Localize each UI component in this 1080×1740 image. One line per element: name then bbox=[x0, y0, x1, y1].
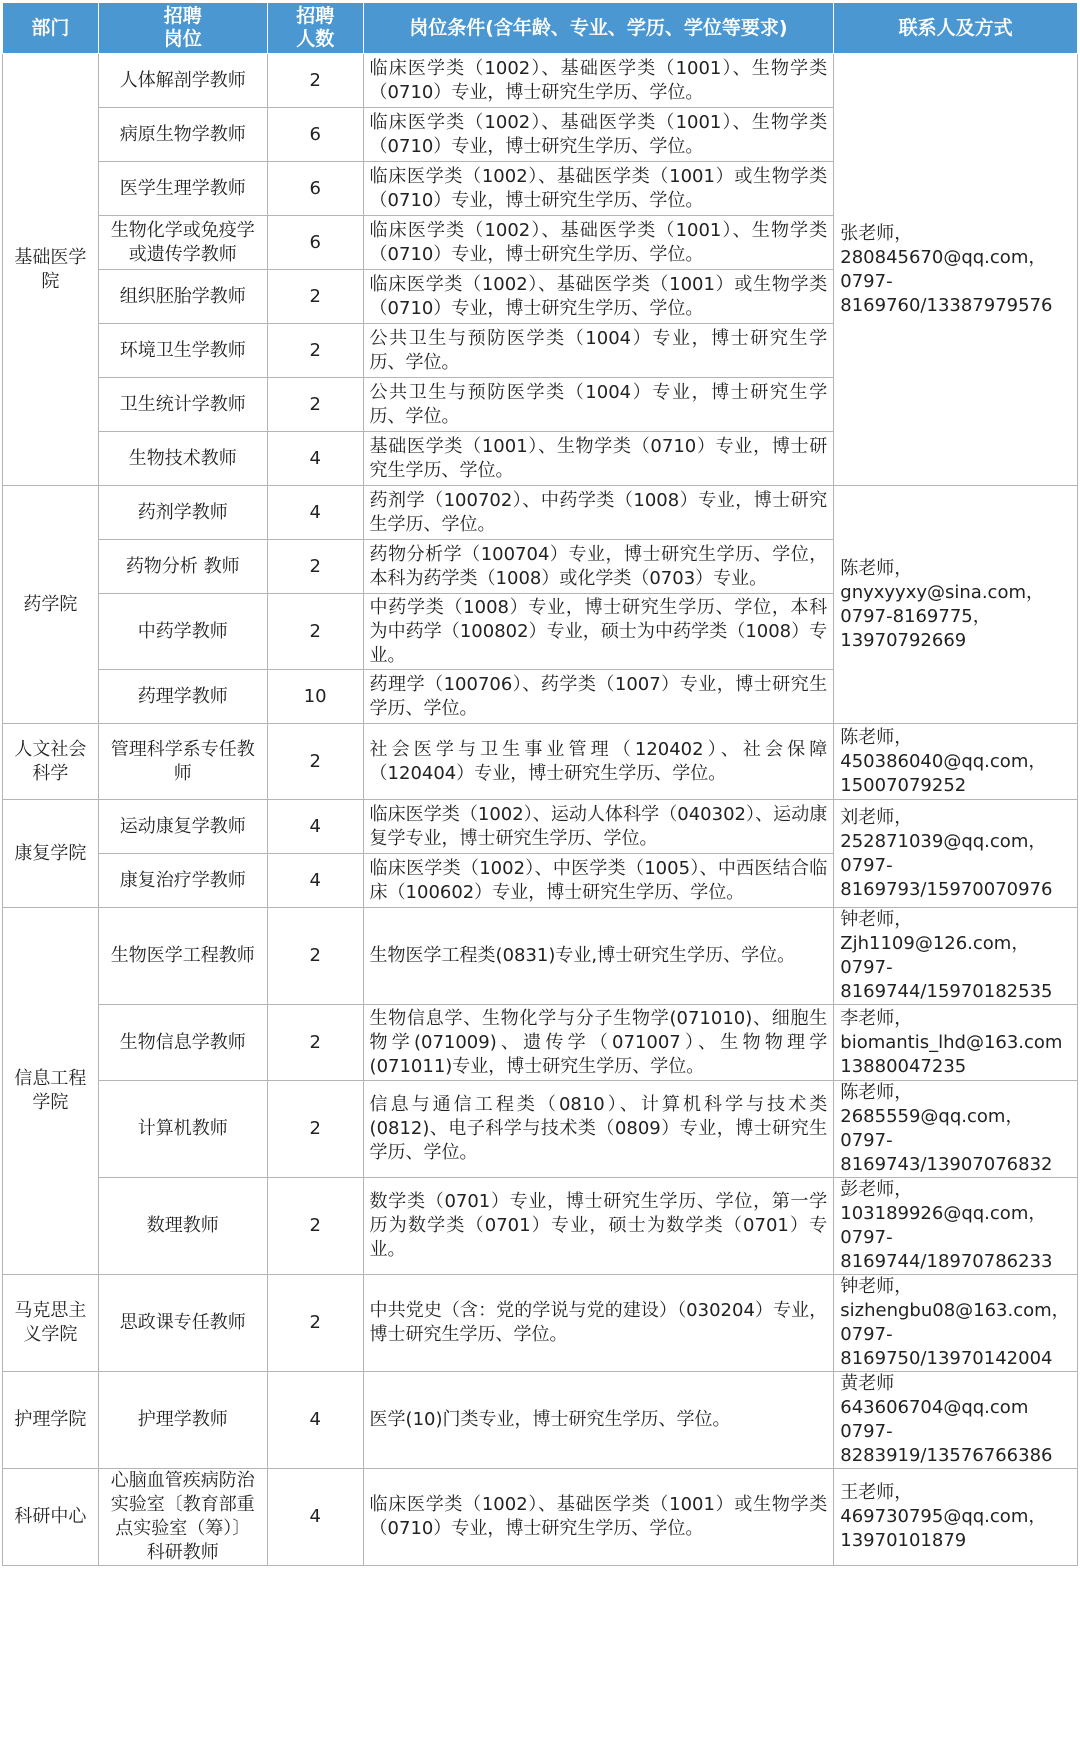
position-cell: 中药学教师 bbox=[98, 594, 267, 670]
position-cell: 生物化学或免疫学 或遗传学教师 bbox=[98, 216, 267, 270]
department-cell: 人文社会 科学 bbox=[3, 724, 99, 800]
requirements-cell: 公共卫生与预防医学类（1004）专业，博士研究生学历、学位。 bbox=[363, 324, 834, 378]
header-requirements: 岗位条件(含年龄、专业、学历、学位等要求) bbox=[363, 3, 834, 54]
table-row bbox=[3, 1178, 1078, 1275]
contact-cell: 王老师， 469730795@qq.com， 13970101879 bbox=[834, 1469, 1078, 1566]
contact-cell: 钟老师， sizhengbu08@163.com， 0797- 8169750/13970142004 bbox=[834, 1275, 1078, 1372]
department-cell: 信息工程 学院 bbox=[3, 908, 99, 1275]
header-position: 招聘 岗位 bbox=[98, 3, 267, 54]
position-cell: 管理科学系专任教 师 bbox=[98, 724, 267, 800]
headcount-cell: 10 bbox=[267, 670, 363, 724]
position-cell: 医学生理学教师 bbox=[98, 162, 267, 216]
header-contact: 联系人及方式 bbox=[834, 3, 1078, 54]
position-cell: 人体解剖学教师 bbox=[98, 54, 267, 108]
requirements-cell: 药物分析学（100704）专业，博士研究生学历、学位，本科为药学类（1008）或化学类（0703）专业。 bbox=[363, 540, 834, 594]
position-cell: 思政课专任教师 bbox=[98, 1275, 267, 1372]
contact-cell: 钟老师， Zjh1109@126.com， 0797- 8169744/15970182535 bbox=[834, 908, 1078, 1005]
headcount-cell: 2 bbox=[267, 1081, 363, 1178]
requirements-cell: 中药学类（1008）专业，博士研究生学历、学位，本科为中药学（100802）专业，硕士为中药学类（1008）专业。 bbox=[363, 594, 834, 670]
department-cell: 药学院 bbox=[3, 486, 99, 724]
headcount-cell: 2 bbox=[267, 594, 363, 670]
requirements-cell: 信息与通信工程类（0810）、计算机科学与技术类(0812)、电子科学与技术类（0809）专业，博士研究生学历、学位。 bbox=[363, 1081, 834, 1178]
requirements-cell: 临床医学类（1002）、基础医学类（1001）或生物学类（0710）专业，博士研究生学历、学位。 bbox=[363, 1469, 834, 1566]
position-cell: 药理学教师 bbox=[98, 670, 267, 724]
requirements-cell: 临床医学类（1002）、基础医学类（1001）或生物学类（0710）专业，博士研究生学历、学位。 bbox=[363, 270, 834, 324]
table-row bbox=[3, 800, 1078, 854]
table-row bbox=[3, 1081, 1078, 1178]
requirements-cell: 临床医学类（1002）、中医学类（1005）、中西医结合临床（100602）专业，博士研究生学历、学位。 bbox=[363, 854, 834, 908]
contact-cell: 陈老师， gnyxyyxy@sina.com， 0797-8169775， 13970792669 bbox=[834, 486, 1078, 724]
requirements-cell: 临床医学类（1002）、基础医学类（1001）、生物学类（0710）专业，博士研究生学历、学位。 bbox=[363, 54, 834, 108]
table-row bbox=[3, 908, 1078, 1005]
department-cell: 基础医学 院 bbox=[3, 54, 99, 486]
requirements-cell: 临床医学类（1002）、运动人体科学（040302）、运动康复学专业，博士研究生学历、学位。 bbox=[363, 800, 834, 854]
header-dept: 部门 bbox=[3, 3, 99, 54]
table-row bbox=[3, 724, 1078, 800]
requirements-cell: 中共党史（含：党的学说与党的建设）（030204）专业，博士研究生学历、学位。 bbox=[363, 1275, 834, 1372]
position-cell: 生物技术教师 bbox=[98, 432, 267, 486]
headcount-cell: 4 bbox=[267, 1372, 363, 1469]
table-row bbox=[3, 1275, 1078, 1372]
requirements-cell: 医学(10)门类专业，博士研究生学历、学位。 bbox=[363, 1372, 834, 1469]
headcount-cell: 2 bbox=[267, 324, 363, 378]
contact-cell: 张老师， 280845670@qq.com， 0797- 8169760/13387979576 bbox=[834, 54, 1078, 486]
position-cell: 病原生物学教师 bbox=[98, 108, 267, 162]
contact-cell: 陈老师， 2685559@qq.com， 0797- 8169743/13907076832 bbox=[834, 1081, 1078, 1178]
contact-cell: 彭老师， 103189926@qq.com， 0797- 8169744/18970786233 bbox=[834, 1178, 1078, 1275]
position-cell: 数理教师 bbox=[98, 1178, 267, 1275]
requirements-cell: 基础医学类（1001）、生物学类（0710）专业，博士研究生学历、学位。 bbox=[363, 432, 834, 486]
headcount-cell: 2 bbox=[267, 270, 363, 324]
position-cell: 计算机教师 bbox=[98, 1081, 267, 1178]
requirements-cell: 公共卫生与预防医学类（1004）专业，博士研究生学历、学位。 bbox=[363, 378, 834, 432]
position-cell: 心脑血管疾病防治 实验室〔教育部重 点实验室（筹）〕 科研教师 bbox=[98, 1469, 267, 1566]
requirements-cell: 生物信息学、生物化学与分子生物学(071010)、细胞生物学(071009)、遗传学（071007）、生物物理学(071011)专业，博士研究生学历、学位。 bbox=[363, 1005, 834, 1081]
headcount-cell: 6 bbox=[267, 162, 363, 216]
position-cell: 生物医学工程教师 bbox=[98, 908, 267, 1005]
position-cell: 生物信息学教师 bbox=[98, 1005, 267, 1081]
requirements-cell: 临床医学类（1002）、基础医学类（1001）、生物学类（0710）专业，博士研究生学历、学位。 bbox=[363, 216, 834, 270]
contact-cell: 陈老师， 450386040@qq.com， 15007079252 bbox=[834, 724, 1078, 800]
position-cell: 康复治疗学教师 bbox=[98, 854, 267, 908]
department-cell: 康复学院 bbox=[3, 800, 99, 908]
requirements-cell: 生物医学工程类(0831)专业,博士研究生学历、学位。 bbox=[363, 908, 834, 1005]
table-row bbox=[3, 1372, 1078, 1469]
position-cell: 组织胚胎学教师 bbox=[98, 270, 267, 324]
department-cell: 科研中心 bbox=[3, 1469, 99, 1566]
requirements-cell: 数学类（0701）专业，博士研究生学历、学位，第一学历为数学类（0701）专业，硕士为数学类（0701）专业。 bbox=[363, 1178, 834, 1275]
headcount-cell: 2 bbox=[267, 908, 363, 1005]
requirements-cell: 临床医学类（1002）、基础医学类（1001）、生物学类（0710）专业，博士研究生学历、学位。 bbox=[363, 108, 834, 162]
table-row bbox=[3, 54, 1078, 108]
header-row bbox=[3, 3, 1078, 54]
contact-cell: 李老师， biomantis_lhd@163.com 13880047235 bbox=[834, 1005, 1078, 1081]
headcount-cell: 2 bbox=[267, 378, 363, 432]
department-cell: 马克思主 义学院 bbox=[3, 1275, 99, 1372]
recruitment-table bbox=[2, 2, 1078, 1566]
requirements-cell: 社会医学与卫生事业管理（120402）、社会保障（120404）专业，博士研究生学历、学位。 bbox=[363, 724, 834, 800]
headcount-cell: 4 bbox=[267, 486, 363, 540]
headcount-cell: 2 bbox=[267, 724, 363, 800]
headcount-cell: 2 bbox=[267, 1275, 363, 1372]
headcount-cell: 2 bbox=[267, 1005, 363, 1081]
contact-cell: 刘老师， 252871039@qq.com， 0797- 8169793/15970070976 bbox=[834, 800, 1078, 908]
headcount-cell: 4 bbox=[267, 854, 363, 908]
requirements-cell: 药剂学（100702）、中药学类（1008）专业，博士研究生学历、学位。 bbox=[363, 486, 834, 540]
table-row bbox=[3, 1005, 1078, 1081]
headcount-cell: 2 bbox=[267, 540, 363, 594]
position-cell: 药物分析 教师 bbox=[98, 540, 267, 594]
headcount-cell: 4 bbox=[267, 1469, 363, 1566]
position-cell: 环境卫生学教师 bbox=[98, 324, 267, 378]
requirements-cell: 药理学（100706）、药学类（1007）专业，博士研究生学历、学位。 bbox=[363, 670, 834, 724]
position-cell: 运动康复学教师 bbox=[98, 800, 267, 854]
headcount-cell: 2 bbox=[267, 1178, 363, 1275]
requirements-cell: 临床医学类（1002）、基础医学类（1001）或生物学类（0710）专业，博士研究生学历、学位。 bbox=[363, 162, 834, 216]
table-row bbox=[3, 1469, 1078, 1566]
headcount-cell: 6 bbox=[267, 108, 363, 162]
headcount-cell: 4 bbox=[267, 800, 363, 854]
headcount-cell: 2 bbox=[267, 54, 363, 108]
headcount-cell: 6 bbox=[267, 216, 363, 270]
header-count: 招聘 人数 bbox=[267, 3, 363, 54]
position-cell: 护理学教师 bbox=[98, 1372, 267, 1469]
headcount-cell: 4 bbox=[267, 432, 363, 486]
position-cell: 卫生统计学教师 bbox=[98, 378, 267, 432]
table-row bbox=[3, 486, 1078, 540]
position-cell: 药剂学教师 bbox=[98, 486, 267, 540]
department-cell: 护理学院 bbox=[3, 1372, 99, 1469]
contact-cell: 黄老师 643606704@qq.com 0797- 8283919/13576766386 bbox=[834, 1372, 1078, 1469]
